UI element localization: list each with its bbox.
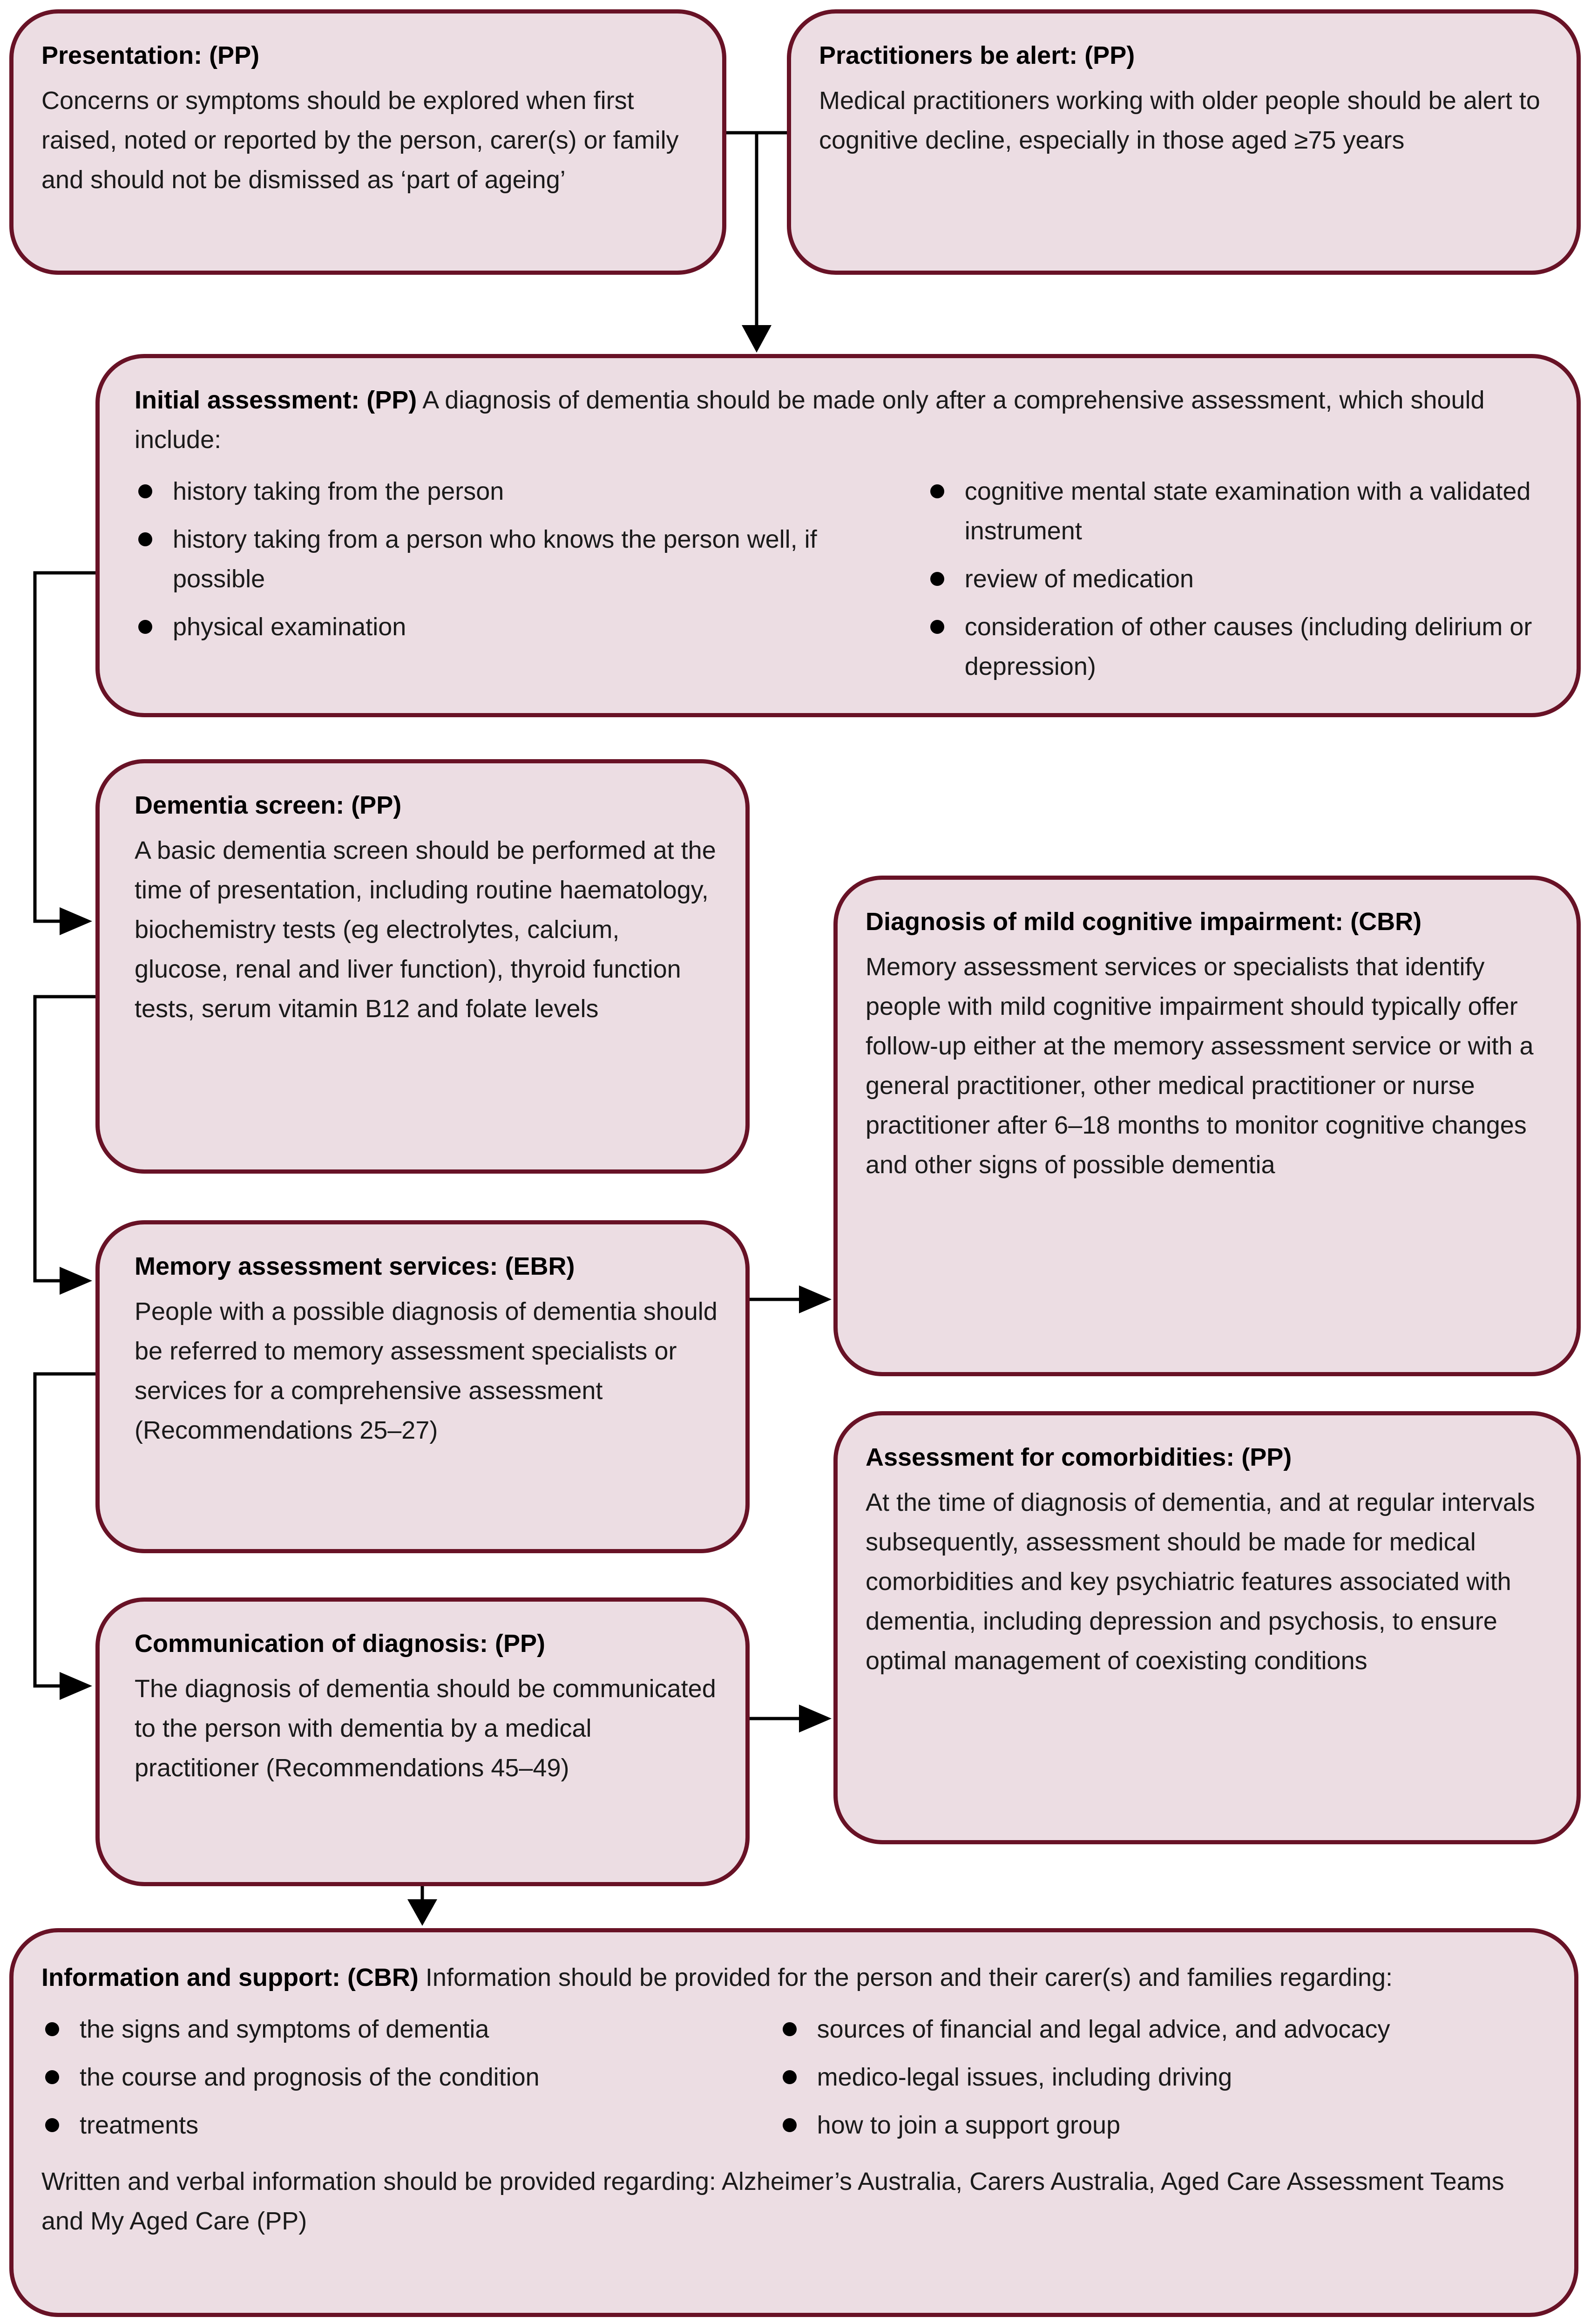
list-item: physical examination bbox=[135, 607, 908, 647]
bullet-icon bbox=[45, 2070, 59, 2084]
list-item: sources of financial and legal advice, and advocacy bbox=[779, 2010, 1546, 2049]
information-support-heading: Information and support: (CBR) bbox=[41, 1964, 419, 1991]
mild-cognitive-impairment-heading: Diagnosis of mild cognitive impairment: (CBR) bbox=[866, 908, 1422, 936]
practitioners-alert-body: Medical practitioners working with older people should be alert to cognitive decline, especially in those aged ≥75 years bbox=[819, 87, 1540, 154]
connector-communication-to-information bbox=[407, 1886, 437, 1926]
initial-assessment-box bbox=[95, 354, 1581, 717]
list-item: history taking from a person who knows the person well, if possible bbox=[135, 520, 908, 599]
dementia-screen-heading: Dementia screen: (PP) bbox=[135, 791, 402, 819]
memory-assessment-box bbox=[95, 1220, 750, 1553]
information-support-box bbox=[9, 1928, 1578, 2317]
initial-assessment-bullet-list-right bbox=[927, 472, 1549, 695]
presentation-box bbox=[9, 9, 726, 275]
initial-assessment-lead bbox=[135, 381, 1549, 460]
arrowhead-down-icon bbox=[742, 325, 772, 353]
information-support-footer: Written and verbal information should be provided regarding: Alzheimer’s Australia, Carers Australia, Aged Care Assessment Teams and My Aged Care (PP) bbox=[41, 2168, 1504, 2235]
bullet-icon bbox=[138, 532, 152, 546]
connector-communication-to-comorbidities bbox=[750, 1705, 832, 1733]
comorbidities-heading: Assessment for comorbidities: (PP) bbox=[866, 1443, 1292, 1471]
initial-assessment-intro: A diagnosis of dementia should be made only after a comprehensive assessment, which should include: bbox=[135, 386, 1485, 454]
information-support-bullet-list-right bbox=[779, 2010, 1546, 2154]
initial-assessment-bullet-columns bbox=[135, 460, 1549, 695]
list-item: consideration of other causes (including delirium or depression) bbox=[927, 607, 1549, 686]
arrowhead-right-icon bbox=[60, 1672, 92, 1700]
arrowhead-right-icon bbox=[799, 1285, 832, 1313]
arrowhead-right-icon bbox=[799, 1705, 832, 1733]
presentation-heading: Presentation: (PP) bbox=[41, 41, 260, 69]
connector-dementia-to-memory bbox=[35, 997, 95, 1295]
memory-assessment-heading: Memory assessment services: (EBR) bbox=[135, 1252, 575, 1280]
bullet-icon bbox=[783, 2070, 797, 2084]
list-item: cognitive mental state examination with a validated instrument bbox=[927, 472, 1549, 551]
list-item: the course and prognosis of the condition bbox=[41, 2058, 760, 2097]
mild-cognitive-impairment-box bbox=[833, 876, 1581, 1376]
information-support-intro: Information should be provided for the person and their carer(s) and families regarding: bbox=[425, 1964, 1393, 1991]
bullet-icon bbox=[930, 572, 944, 586]
memory-assessment-body: People with a possible diagnosis of dementia should be referred to memory assessment specialists or services for a comprehensive assessment (Recommendations 25–27) bbox=[135, 1298, 718, 1444]
bullet-icon bbox=[138, 620, 152, 634]
communication-of-diagnosis-box bbox=[95, 1597, 750, 1886]
bullet-icon bbox=[45, 2022, 59, 2036]
presentation-body: Concerns or symptoms should be explored when first raised, noted or reported by the person, carer(s) or family and should not be dismissed as ‘part of ageing’ bbox=[41, 87, 679, 194]
list-item: how to join a support group bbox=[779, 2106, 1546, 2145]
comorbidities-box bbox=[833, 1411, 1581, 1844]
bullet-icon bbox=[138, 484, 152, 498]
initial-assessment-bullet-list-left bbox=[135, 472, 927, 695]
list-item: the signs and symptoms of dementia bbox=[41, 2010, 760, 2049]
practitioners-alert-box bbox=[787, 9, 1581, 275]
list-item: review of medication bbox=[927, 559, 1549, 599]
connector-initial-to-dementia bbox=[35, 573, 95, 935]
bullet-icon bbox=[930, 484, 944, 498]
list-item: medico-legal issues, including driving bbox=[779, 2058, 1546, 2097]
connector-memory-to-mci bbox=[750, 1285, 832, 1313]
bullet-icon bbox=[45, 2118, 59, 2132]
list-item: history taking from the person bbox=[135, 472, 908, 511]
information-support-lead bbox=[41, 1958, 1546, 1998]
comorbidities-body: At the time of diagnosis of dementia, and at regular intervals subsequently, assessment should be made for medical comorbidities and key psychiatric features associated with dementia, including depression and psychosis, to ensure optimal management of coexisting conditions bbox=[866, 1488, 1535, 1675]
mild-cognitive-impairment-body: Memory assessment services or specialists that identify people with mild cognitive impairment should typically offer follow-up either at the memory assessment service or with a general practitioner, other medical practitioner or nurse practitioner after 6–18 months to monitor cognitive changes and other signs of possible dementia bbox=[866, 953, 1534, 1179]
arrowhead-right-icon bbox=[60, 1267, 92, 1295]
information-support-bullet-columns bbox=[41, 1998, 1546, 2154]
bullet-icon bbox=[783, 2022, 797, 2036]
arrowhead-right-icon bbox=[60, 907, 92, 935]
communication-of-diagnosis-heading: Communication of diagnosis: (PP) bbox=[135, 1630, 546, 1658]
list-item: treatments bbox=[41, 2106, 760, 2145]
initial-assessment-heading: Initial assessment: (PP) bbox=[135, 386, 417, 414]
practitioners-alert-heading: Practitioners be alert: (PP) bbox=[819, 41, 1135, 69]
dementia-screen-box bbox=[95, 759, 750, 1174]
arrowhead-down-icon bbox=[407, 1899, 437, 1926]
dementia-screen-body: A basic dementia screen should be performed at the time of presentation, including routine haematology, biochemistry tests (eg electrolytes, calcium, glucose, renal and liver function), thyroid function tests, serum vitamin B12 and folate levels bbox=[135, 836, 716, 1023]
bullet-icon bbox=[930, 620, 944, 634]
connector-memory-to-communication bbox=[35, 1374, 95, 1700]
information-support-bullet-list-left bbox=[41, 2010, 779, 2154]
connector-top-to-initial bbox=[726, 133, 787, 353]
bullet-icon bbox=[783, 2118, 797, 2132]
communication-of-diagnosis-body: The diagnosis of dementia should be communicated to the person with dementia by a medical practitioner (Recommendations 45–49) bbox=[135, 1675, 716, 1782]
